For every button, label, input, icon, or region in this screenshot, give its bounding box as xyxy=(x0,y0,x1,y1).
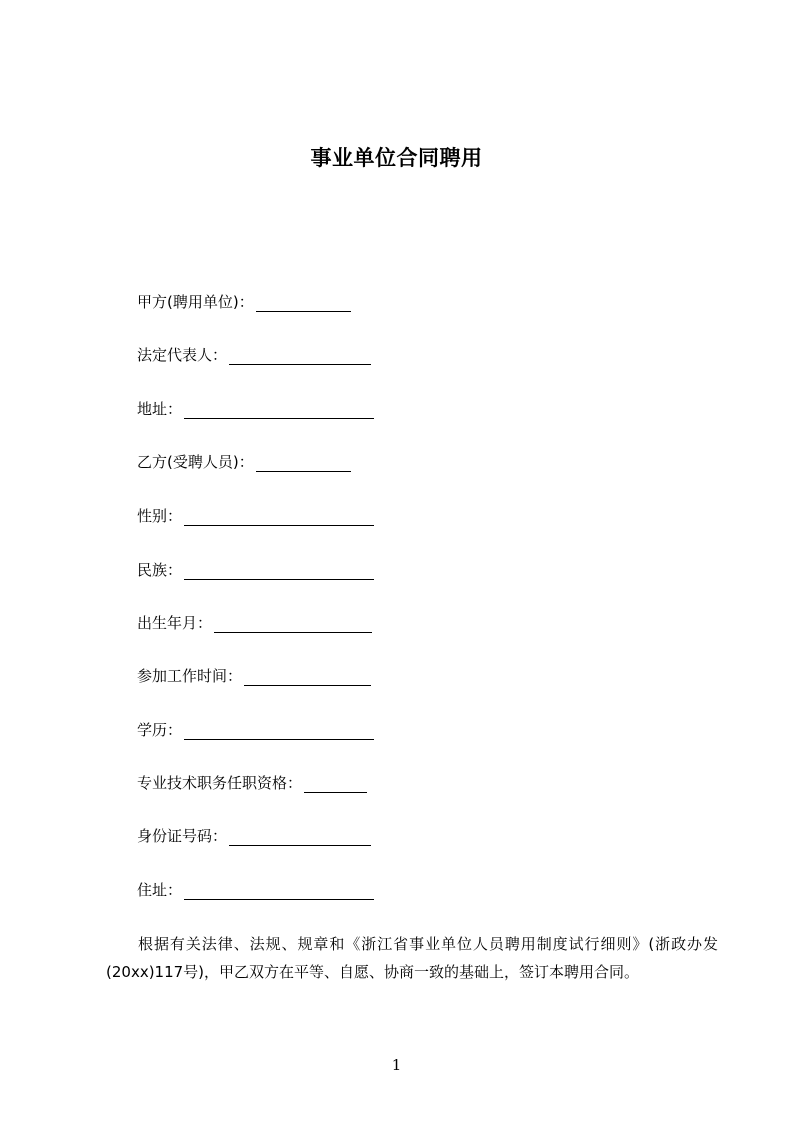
field-ethnicity xyxy=(137,560,374,580)
field-employee xyxy=(137,452,351,472)
fill-in-blank[interactable] xyxy=(184,564,374,580)
fill-in-blank[interactable] xyxy=(184,510,374,526)
field-label: 参加工作时间： xyxy=(137,667,243,685)
fill-in-blank[interactable] xyxy=(184,403,374,419)
field-label: 法定代表人： xyxy=(137,346,228,364)
field-label: 甲方(聘用单位)： xyxy=(137,293,254,311)
document-title: 事业单位合同聘用 xyxy=(310,146,483,170)
field-legal-representative xyxy=(137,345,371,365)
field-professional-qualification xyxy=(137,773,367,793)
field-label: 住址： xyxy=(137,881,183,899)
field-residence xyxy=(137,880,374,900)
field-label: 专业技术职务任职资格： xyxy=(137,774,303,792)
field-employer xyxy=(137,292,351,312)
field-birth-date xyxy=(137,613,372,633)
field-education xyxy=(137,720,374,740)
field-label: 民族： xyxy=(137,561,183,579)
field-address xyxy=(137,399,374,419)
field-label: 身份证号码： xyxy=(137,827,228,845)
field-label: 出生年月： xyxy=(137,614,213,632)
field-label: 学历： xyxy=(137,721,183,739)
fill-in-blank[interactable] xyxy=(184,724,374,740)
contract-preamble: 根据有关法律、法规、规章和《浙江省事业单位人员聘用制度试行细则》(浙政办发(20xx)117号)，甲乙双方在平等、自愿、协商一致的基础上，签订本聘用合同。 xyxy=(106,935,718,981)
field-gender xyxy=(137,506,374,526)
fill-in-blank[interactable] xyxy=(229,830,371,846)
field-label: 乙方(受聘人员)： xyxy=(137,453,254,471)
fill-in-blank[interactable] xyxy=(214,617,372,633)
page-number: 1 xyxy=(391,1056,402,1074)
fill-in-blank[interactable] xyxy=(244,670,371,686)
fill-in-blank[interactable] xyxy=(184,884,374,900)
field-work-start-date xyxy=(137,666,371,686)
field-id-number xyxy=(137,826,371,846)
field-label: 地址： xyxy=(137,400,183,418)
fill-in-blank[interactable] xyxy=(229,349,371,365)
fill-in-blank[interactable] xyxy=(256,296,351,312)
fill-in-blank[interactable] xyxy=(304,777,367,793)
field-label: 性别： xyxy=(137,507,183,525)
fill-in-blank[interactable] xyxy=(256,456,351,472)
